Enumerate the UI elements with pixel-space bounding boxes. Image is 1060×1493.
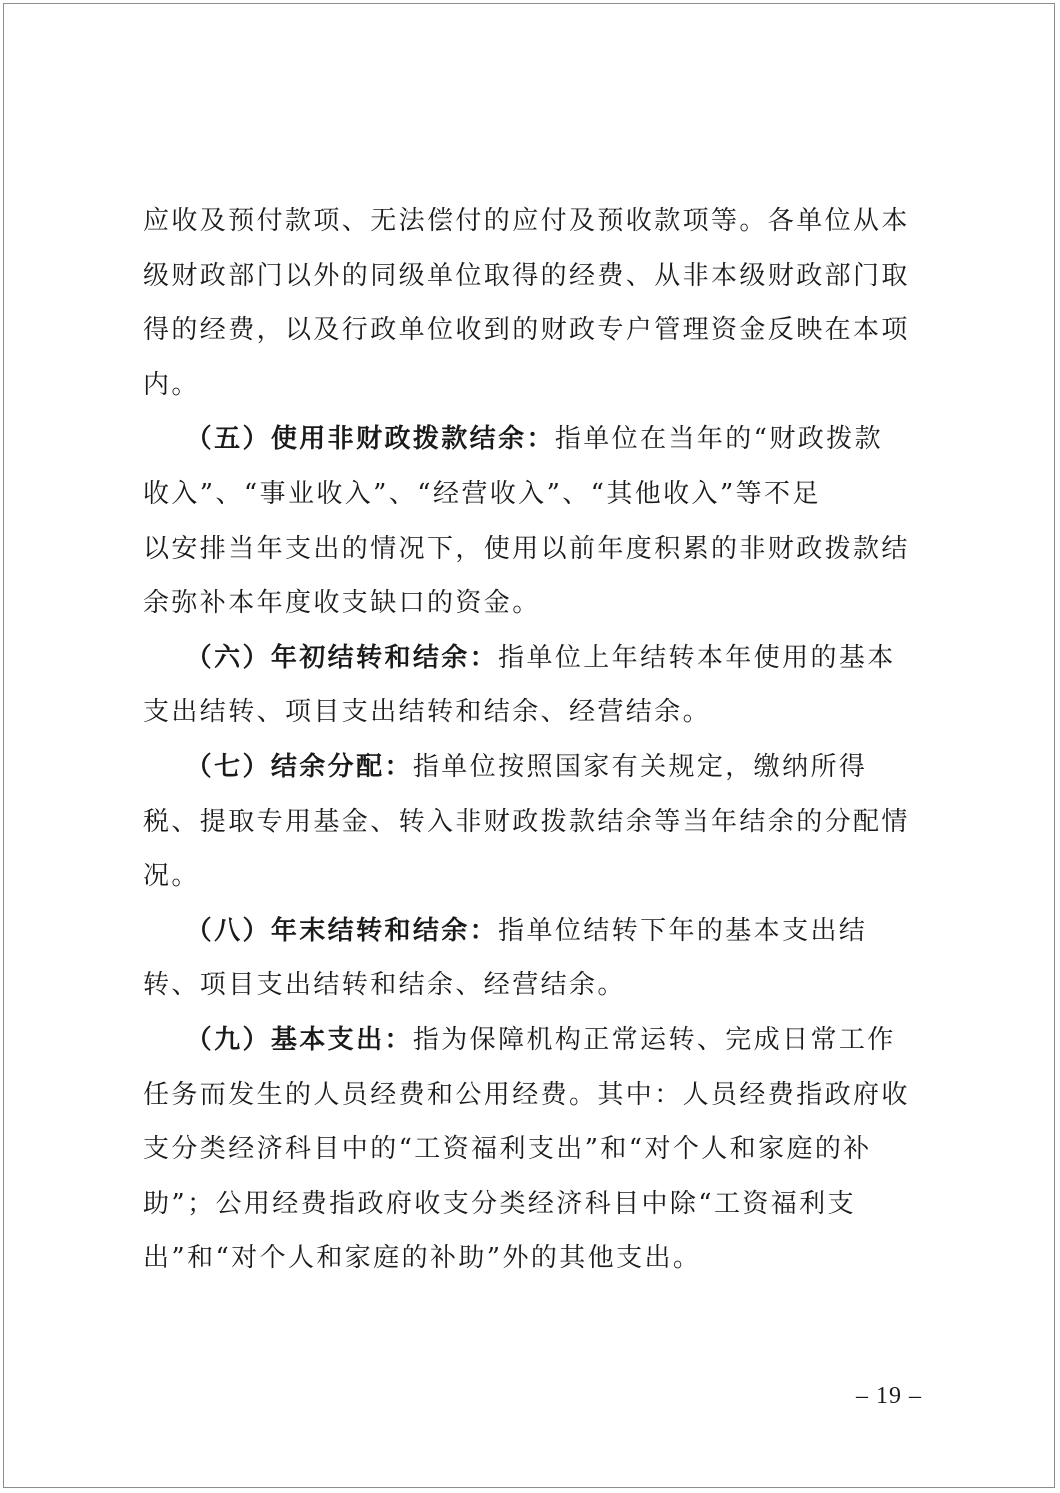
text-line: 助”；公用经费指政府收支分类经济科目中除“工资福利支 — [143, 1188, 856, 1219]
text-line: 出”和“对个人和家庭的补助”外的其他支出。 — [143, 1243, 702, 1274]
section-heading: （九）基本支出： — [185, 1024, 413, 1055]
document-body — [143, 194, 910, 1286]
text-run: 指单位上年结转本年使用的基本 — [498, 642, 896, 673]
section-heading: （六）年初结转和结余： — [185, 642, 499, 673]
text-line — [143, 412, 903, 467]
text-run: 指单位在当年的“财政拨款 — [554, 424, 883, 455]
text-line: 应收及预付款项、无法偿付的应付及预收款项等。各单位从本 — [143, 206, 910, 236]
text-line: 得的经费，以及行政单位收到的财政专户管理资金反映在本项 — [143, 315, 910, 346]
text-line: 收入”、“事业收入”、“经营收入”、“其他收入”等不足 — [143, 478, 821, 509]
text-run: 指单位按照国家有关规定，缴纳所得 — [412, 751, 868, 782]
text-line: 余弥补本年度收支缺口的资金。 — [143, 588, 541, 619]
paragraph-item-9 — [143, 1013, 910, 1286]
text-line: 支分类经济科目中的“工资福利支出”和“对个人和家庭的补 — [143, 1134, 872, 1165]
text-line: 税、提取专用基金、转入非财政拨款结余等当年结余的分配情 — [143, 806, 910, 837]
section-heading: （七）结余分配： — [185, 751, 413, 782]
page-number: – 19 – — [856, 1383, 922, 1409]
paragraph-item-5 — [143, 412, 910, 630]
section-heading: （八）年末结转和结余： — [185, 915, 499, 946]
text-line: 内。 — [143, 369, 200, 400]
text-line — [143, 740, 903, 795]
text-line: 况。 — [143, 861, 200, 892]
text-line — [143, 631, 903, 686]
section-heading: （五）使用非财政拨款结余： — [185, 424, 555, 455]
text-run: 指为保障机构正常运转、完成日常工作 — [412, 1024, 896, 1055]
paragraph-item-7 — [143, 740, 910, 904]
text-line: 级财政部门以外的同级单位取得的经费、从非本级财政部门取 — [143, 260, 910, 291]
text-run: 指单位结转下年的基本支出结 — [498, 915, 868, 946]
paragraph-item-8 — [143, 904, 903, 1013]
text-line — [143, 904, 903, 959]
text-line: 以安排当年支出的情况下，使用以前年度积累的非财政拨款结 — [143, 533, 910, 564]
text-line: 任务而发生的人员经费和公用经费。其中：人员经费指政府收 — [143, 1079, 910, 1110]
paragraph-item-6 — [143, 631, 903, 740]
text-line — [143, 1013, 903, 1068]
text-line: 支出结转、项目支出结转和结余、经营结余。 — [143, 697, 712, 728]
text-line: 转、项目支出结转和结余、经营结余。 — [143, 970, 626, 1001]
paragraph-continuation — [143, 194, 910, 412]
